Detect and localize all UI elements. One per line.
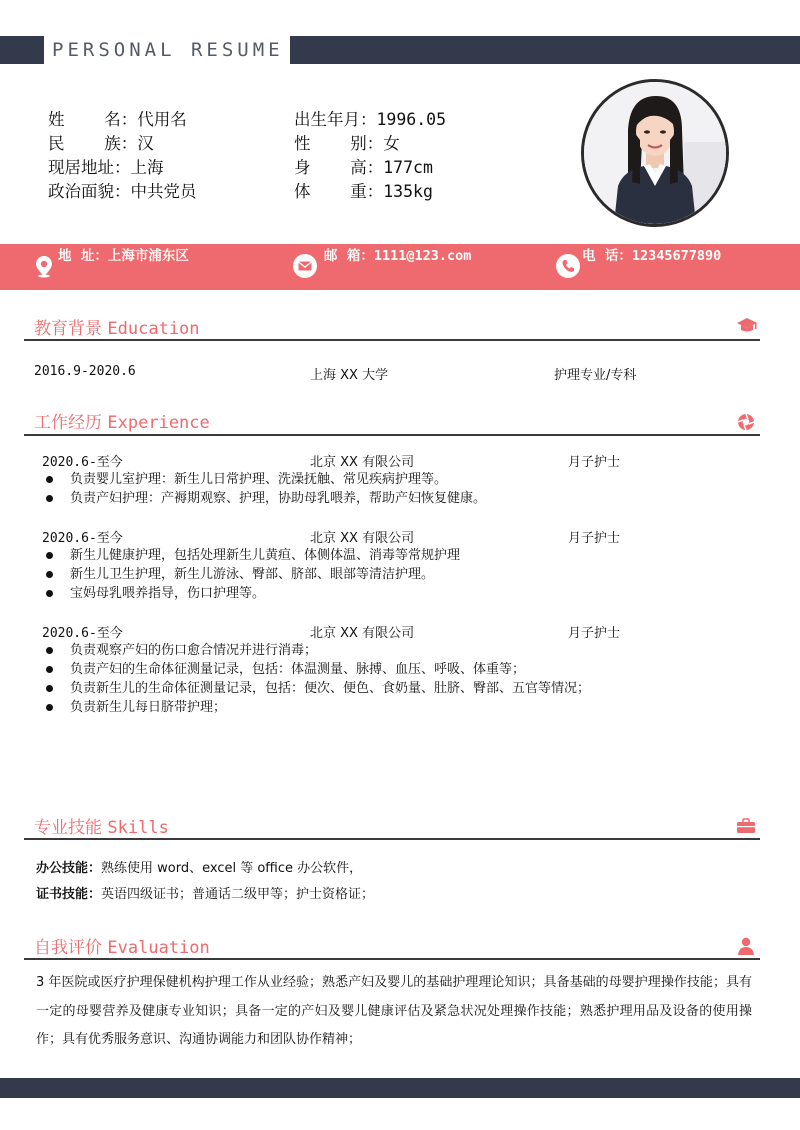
footer-band (0, 1078, 800, 1098)
birth-row (294, 108, 446, 132)
skills-title-en: Skills (107, 818, 169, 838)
ethnicity-label: 民 族： (48, 134, 138, 153)
political-label: 政治面貌： (48, 182, 131, 201)
duty-item: 负责新生儿的生命体征测量记录，包括：便次、便色、食奶量、肚脐、臀部、五官等情况； (44, 679, 744, 698)
job-duties-list (44, 641, 744, 717)
evaluation-title-en: Evaluation (107, 938, 210, 958)
job-period: 2020.6-至今 (42, 531, 123, 546)
contact-phone (582, 244, 721, 264)
address-value: 上海 (130, 158, 164, 177)
birth-label: 出生年月： (294, 110, 377, 129)
address-row (48, 156, 164, 180)
header-block-right (290, 36, 800, 64)
education-title-en: Education (107, 319, 200, 339)
cert-skill-value: 英语四级证书；普通话二级甲等；护士资格证； (101, 887, 375, 902)
experience-heading (34, 408, 210, 433)
height-value: 177cm (383, 158, 433, 177)
duty-item: 负责婴儿室护理：新生儿日常护理、洗澡抚触、常见疾病护理等。 (44, 470, 744, 489)
gender-row (294, 132, 400, 156)
briefcase-icon (736, 818, 756, 836)
education-title-cn: 教育背景 (34, 319, 102, 339)
office-skill-label: 办公技能： (36, 861, 102, 876)
evaluation-text: 3 年医院或医疗护理保健机构护理工作从业经验；熟悉产妇及婴儿的基础护理理论知识；具备基础的母婴护理操作技能；具有一定的母婴营养及健康专业知识；具备一定的产妇及婴儿健康评估及紧急状况处理操作技能；熟悉护理用品及设备的使用操作；具有优秀服务意识、沟通协调能力和团队协作精神； (36, 975, 752, 1047)
experience-title-cn: 工作经历 (34, 413, 102, 433)
education-heading (34, 314, 200, 339)
experience-title-en: Experience (107, 413, 210, 433)
height-row (294, 156, 433, 180)
education-period: 2016.9-2020.6 (34, 364, 136, 379)
duty-item: 负责新生儿每日脐带护理； (44, 698, 744, 717)
duty-item: 负责观察产妇的伤口愈合情况并进行消毒； (44, 641, 744, 660)
name-label: 姓 名： (48, 110, 138, 129)
aperture-icon (736, 412, 756, 430)
evaluation-title-cn: 自我评价 (34, 938, 102, 958)
job-period: 2020.6-至今 (42, 455, 123, 470)
weight-row (294, 180, 433, 204)
contact-email (324, 244, 471, 264)
education-school: 上海 XX 大学 (310, 368, 389, 383)
contact-address-value: 上海市浦东区 (107, 248, 189, 264)
header-block-left (0, 36, 44, 64)
job-duties-list (44, 546, 744, 603)
ethnicity-row (48, 132, 154, 156)
portrait-illustration (584, 82, 726, 224)
job-company: 北京 XX 有限公司 (310, 626, 415, 641)
job-duties-list (44, 470, 744, 508)
person-icon (736, 936, 756, 954)
duty-item: 新生儿健康护理，包括处理新生儿黄疸、体侧体温、消毒等常规护理 (44, 546, 744, 565)
duty-item: 负责产妇护理：产褥期观察、护理，协助母乳喂养，帮助产妇恢复健康。 (44, 489, 744, 508)
resume-title: PERSONAL RESUME (52, 39, 284, 61)
weight-value: 135kg (383, 182, 433, 201)
skills-divider (24, 838, 760, 840)
job-period: 2020.6-至今 (42, 626, 123, 641)
name-value: 代用名 (137, 110, 187, 129)
job-role: 月子护士 (568, 455, 621, 470)
location-pin-icon (32, 254, 56, 278)
cert-skill-label: 证书技能： (36, 887, 102, 902)
contact-phone-value: 12345677890 (631, 248, 722, 264)
contact-phone-label: 电 话： (582, 248, 632, 264)
contact-email-label: 邮 箱： (324, 248, 374, 264)
cert-skill (36, 883, 374, 902)
name-row (48, 108, 187, 132)
contact-bar (0, 244, 800, 290)
job-company: 北京 XX 有限公司 (310, 531, 415, 546)
graduation-cap-icon (736, 316, 756, 334)
job-role: 月子护士 (568, 626, 621, 641)
skills-heading (34, 813, 169, 838)
contact-address-label: 地 址： (58, 248, 108, 264)
contact-email-value: 1111@123.com (373, 248, 472, 264)
job-company: 北京 XX 有限公司 (310, 455, 415, 470)
duty-item: 新生儿卫生护理，新生儿游泳、臀部、脐部、眼部等清洁护理。 (44, 565, 744, 584)
profile-photo (581, 79, 729, 227)
height-label: 身 高： (294, 158, 384, 177)
evaluation-divider (24, 958, 760, 960)
contact-address (58, 244, 189, 264)
office-skill (36, 857, 362, 876)
weight-label: 体 重： (294, 182, 384, 201)
birth-value: 1996.05 (376, 110, 447, 129)
gender-label: 性 别： (294, 134, 384, 153)
email-icon (293, 254, 317, 278)
office-skill-value: 熟练使用 word、excel 等 office 办公软件， (101, 861, 363, 876)
evaluation-heading (34, 933, 210, 958)
address-label: 现居地址： (48, 158, 131, 177)
job-role: 月子护士 (568, 531, 621, 546)
skills-title-cn: 专业技能 (34, 818, 102, 838)
phone-icon (556, 254, 580, 278)
political-value: 中共党员 (130, 182, 197, 201)
gender-value: 女 (383, 134, 400, 153)
political-row (48, 180, 197, 204)
education-divider (24, 339, 760, 341)
header-band (0, 36, 800, 64)
duty-item: 负责产妇的生命体征测量记录，包括：体温测量、脉搏、血压、呼吸、体重等； (44, 660, 744, 679)
experience-divider (24, 434, 760, 436)
ethnicity-value: 汉 (137, 134, 154, 153)
education-major: 护理专业/专科 (554, 368, 637, 383)
duty-item: 宝妈母乳喂养指导，伤口护理等。 (44, 584, 744, 603)
